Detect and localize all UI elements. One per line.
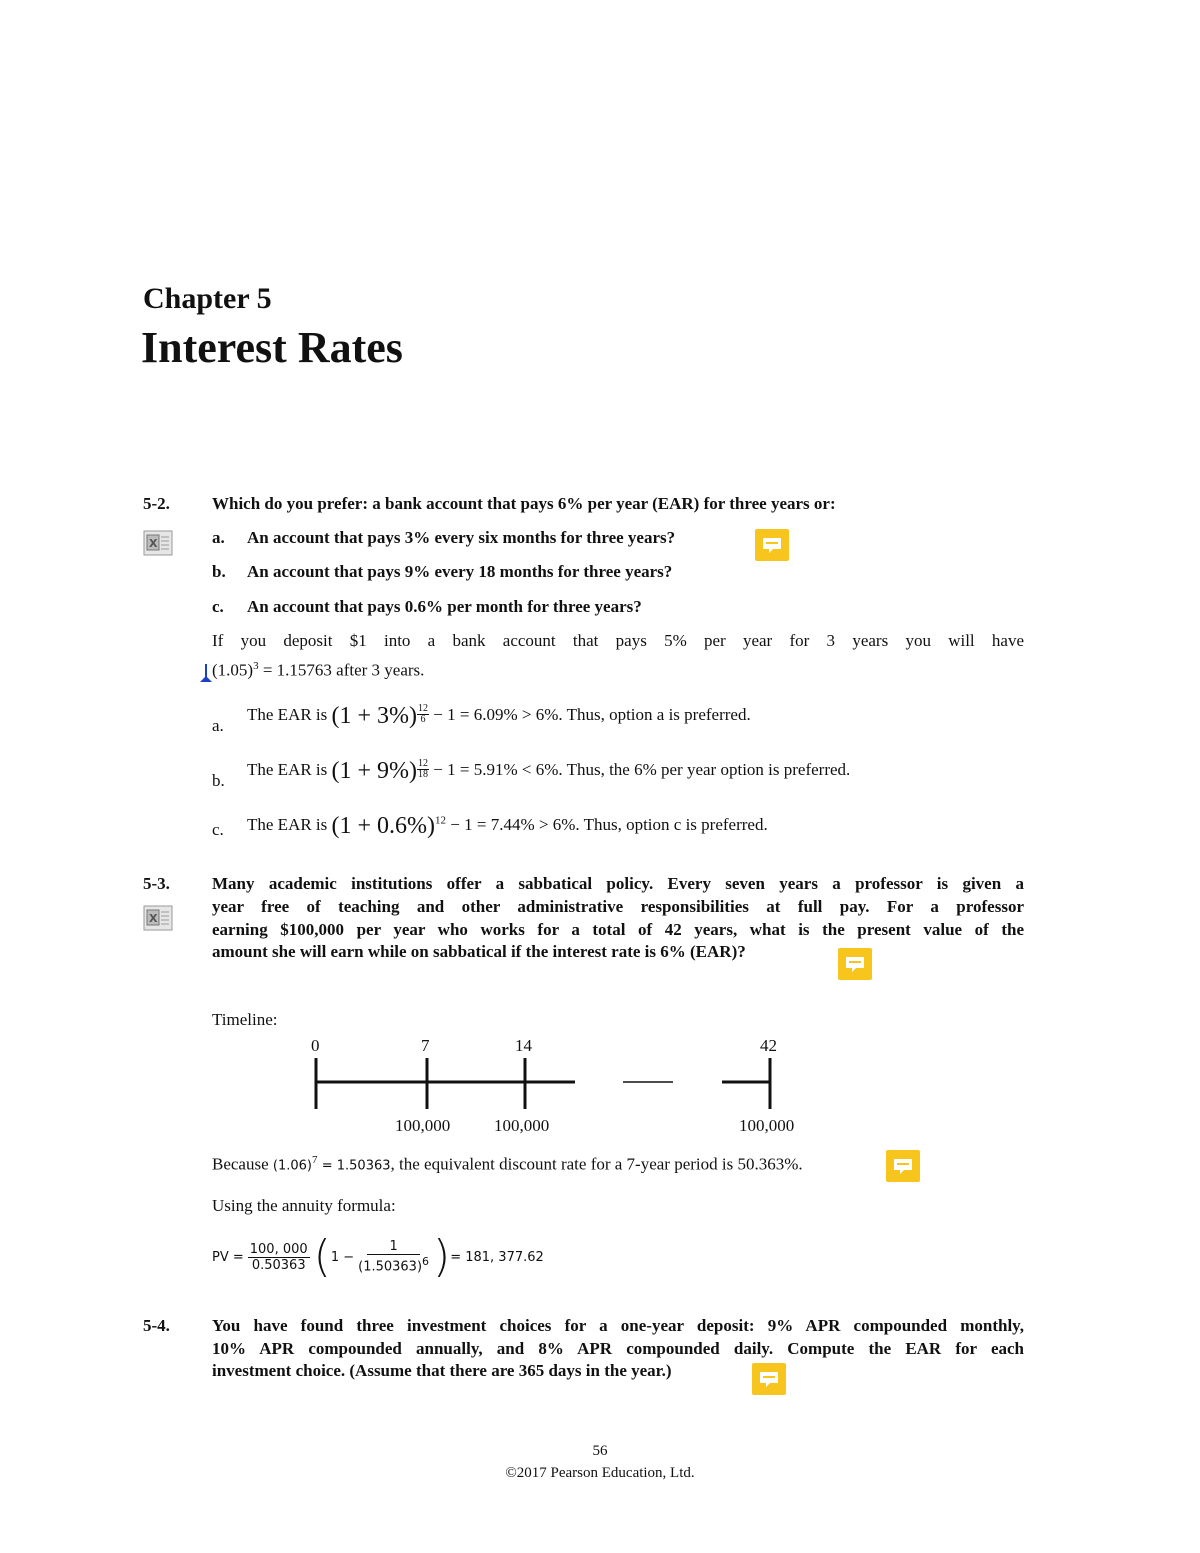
answer-exponent: $\frac{12}{18}$ — [418, 758, 429, 780]
answer-prefix: The EAR is — [247, 759, 328, 779]
comment-icon[interactable] — [755, 529, 789, 561]
timeline-value: 100,000 — [739, 1116, 795, 1135]
answer-base: (1 + 9%) — [331, 758, 418, 784]
svg-text:X: X — [149, 537, 158, 550]
formula-inner-fraction — [358, 1239, 429, 1274]
svg-text:X: X — [149, 912, 158, 925]
question-prompt: Which do you prefer: a bank account that pays 6% per year (EAR) for three years or: — [212, 494, 836, 513]
page-title: Interest Rates — [141, 323, 403, 372]
question-number: 5-2. — [143, 494, 170, 513]
answer-result: − 1 = 7.44% > 6% — [450, 814, 576, 834]
intro-continuation: = 1.15763 after 3 years. — [262, 660, 425, 680]
option-text: An account that pays 0.6% per month for three years? — [247, 597, 642, 616]
question-line: investment choice. (Assume that there are 365 days in the year.) — [212, 1361, 672, 1380]
answer-result: − 1 = 6.09% > 6% — [433, 704, 559, 724]
answer-prefix: The EAR is — [247, 814, 328, 834]
timeline-tick: 7 — [421, 1036, 430, 1055]
formula-inner-exponent: 6 — [422, 1255, 430, 1269]
option-letter: c. — [212, 597, 224, 616]
question-number: 5-4. — [143, 1316, 170, 1335]
formula-open-paren: ( — [313, 1231, 331, 1282]
page-number: 56 — [592, 1443, 608, 1459]
timeline-tick: 42 — [760, 1036, 777, 1055]
intro-exponent: 3 — [253, 660, 259, 672]
answer-suffix: . Thus, option c is preferred. — [575, 814, 768, 834]
comment-icon[interactable] — [886, 1150, 920, 1182]
answer-intro: If you deposit $1 into a bank account that pays 5% per year for 3 years you will have — [212, 631, 1024, 650]
formula-numerator: 100, 000 — [249, 1241, 308, 1257]
chapter-label: Chapter 5 — [143, 282, 272, 315]
because-line — [212, 1154, 803, 1175]
excel-icon[interactable] — [143, 905, 173, 931]
question-line: year free of teaching and other administrative responsibilities at full pay. For a professor — [212, 897, 1024, 916]
timeline-value: 100,000 — [395, 1116, 451, 1135]
question-number: 5-3. — [143, 874, 170, 893]
because-exponent: 7 — [311, 1154, 318, 1166]
question-line: Many academic institutions offer a sabbatical policy. Every seven years a professor is given a — [212, 874, 1024, 893]
answer-a — [247, 704, 751, 728]
question-line: You have found three investment choices for a one-year deposit: 9% APR compounded monthly, — [212, 1316, 1024, 1335]
option-letter: b. — [212, 562, 226, 581]
answer-suffix: . Thus, option a is preferred. — [558, 704, 751, 724]
timeline-label: Timeline: — [212, 1010, 278, 1029]
because-value: = 1.50363 — [321, 1158, 391, 1174]
answer-base: (1 + 0.6%) — [331, 813, 436, 839]
annuity-formula — [212, 1227, 544, 1287]
because-base: (1.06) — [272, 1158, 312, 1174]
formula-inner-numerator: 1 — [367, 1239, 419, 1255]
answer-result: − 1 = 5.91% < 6% — [433, 759, 559, 779]
comment-icon[interactable] — [752, 1363, 786, 1395]
formula-inner-denominator: (1.50363) — [358, 1259, 423, 1275]
comment-icon[interactable] — [838, 948, 872, 980]
answer-exponent: $\frac{12}{6}$ — [418, 703, 429, 725]
option-letter: a. — [212, 528, 225, 547]
because-suffix: , the equivalent discount rate for a 7-year period is 50.363%. — [390, 1154, 803, 1174]
formula-fraction — [248, 1242, 310, 1273]
answer-prefix: The EAR is — [247, 704, 328, 724]
question-line: 10% APR compounded annually, and 8% APR compounded daily. Compute the EAR for each — [212, 1339, 1024, 1358]
intro-base: (1.05) — [212, 660, 254, 680]
option-text: An account that pays 9% every 18 months for three years? — [247, 562, 673, 581]
answer-c — [247, 814, 768, 838]
timeline-value: 100,000 — [494, 1116, 550, 1135]
formula-one: 1 − — [330, 1249, 355, 1265]
because-prefix: Because — [212, 1154, 269, 1174]
question-line: amount she will earn while on sabbatical if the interest rate is 6% (EAR)? — [212, 942, 746, 961]
cursor-marker-icon — [200, 662, 212, 682]
formula-result: = 181, 377.62 — [450, 1249, 544, 1265]
answer-intro-formula — [200, 660, 424, 682]
answer-letter: b. — [212, 771, 225, 790]
formula-close-paren: ) — [433, 1231, 451, 1282]
answer-letter: c. — [212, 820, 224, 839]
copyright: ©2017 Pearson Education, Ltd. — [505, 1465, 695, 1481]
answer-letter: a. — [212, 716, 224, 735]
timeline-tick: 14 — [515, 1036, 532, 1055]
timeline-tick: 0 — [311, 1036, 320, 1055]
option-text: An account that pays 3% every six months for three years? — [247, 528, 676, 547]
annuity-label: Using the annuity formula: — [212, 1196, 396, 1215]
excel-icon[interactable] — [143, 530, 173, 556]
answer-base: (1 + 3%) — [331, 703, 418, 729]
answer-b — [247, 759, 850, 783]
formula-denominator: 0.50363 — [251, 1257, 306, 1273]
timeline-diagram — [300, 1055, 790, 1115]
question-line: earning $100,000 per year who works for a total of 42 years, what is the present value of the — [212, 920, 1024, 939]
formula-lhs: PV = — [212, 1249, 244, 1265]
answer-exponent: 12 — [435, 814, 447, 827]
answer-suffix: . Thus, the 6% per year option is preferred. — [558, 759, 851, 779]
